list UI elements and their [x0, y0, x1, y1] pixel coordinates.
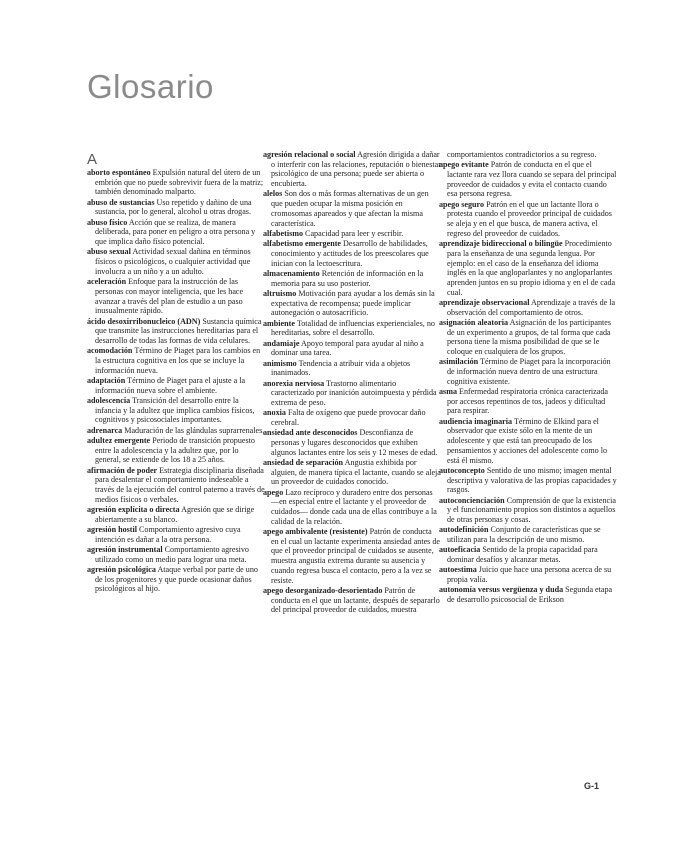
glossary-definition: Uso repetido y dañino de una sustancia, por lo general, alcohol u otras drogas. [95, 197, 252, 217]
glossary-definition: Totalidad de influencias experienciales, no hereditarias, sobre el desarrollo. [271, 318, 435, 338]
glossary-entry [263, 408, 441, 427]
glossary-entry [439, 318, 617, 357]
glossary-term: alelos [263, 189, 283, 199]
glossary-term: agresión explícita o directa [87, 505, 180, 515]
glossary-definition: Falta de oxígeno que puede provocar daño cerebral. [271, 408, 426, 427]
glossary-term: apego desorganizado-desorientado [263, 585, 383, 595]
glossary-definition: Asignación de los participantes de un experimento a grupos, de tal forma que cada persona tiene la misma posibilidad de que se le coloque en cualquiera de los grupos. [447, 317, 611, 357]
glossary-term: apego ambivalente (resistente) [263, 527, 368, 537]
glossary-definition: Patrón en el que un lactante llora o protesta cuando el proveedor principal de cuidados se aleja y en el que busca, de manera activa, el regreso del proveedor de cuidados. [447, 199, 612, 238]
glossary-entry [87, 247, 265, 276]
glossary-term: ansiedad ante desconocidos [263, 428, 358, 438]
glossary-term: autoeficacia [439, 545, 481, 555]
glossary-entry [87, 376, 265, 395]
glossary-entry [439, 239, 617, 297]
glossary-entry [87, 218, 265, 247]
glossary-term: aborto espontáneo [87, 168, 151, 177]
glossary-term: autoestima [439, 565, 477, 575]
page-number: G-1 [584, 781, 600, 791]
section-letter: A [87, 151, 98, 168]
glossary-entry [87, 505, 265, 524]
glossary-definition: Agresión dirigida a dañar o interferir con las relaciones, reputación o bienestar psicológico de una persona; puede ser abierta o encubierta. [271, 150, 441, 189]
glossary-term: anorexia nerviosa [263, 378, 325, 388]
glossary-definition: Angustia exhibida por alguien, de manera típica el lactante, cuando se aleja un proveedor de cuidados conocido. [271, 457, 441, 487]
glossary-definition: Tendencia a atribuir vida a objetos inanimados. [271, 358, 411, 378]
glossary-definition: Sentido de la propia capacidad para dominar desafíos y alcanzar metas. [447, 545, 598, 564]
glossary-term: abuso sexual [87, 247, 131, 257]
glossary-definition: Enfermedad respiratoria crónica caracterizada por accesos repentinos de tos, jadeos y dificultad para respirar. [447, 387, 608, 416]
glossary-column-2 [263, 150, 441, 616]
glossary-term: aprendizaje bidireccional o bilingüe [439, 239, 563, 249]
glossary-term: autonomía versus vergüenza y duda [439, 585, 564, 595]
glossary-term: adrenarca [87, 425, 123, 435]
glossary-entry [439, 160, 617, 199]
glossary-term: altruismo [263, 288, 297, 298]
glossary-entry [263, 527, 441, 585]
glossary-term: asignación aleatoria [439, 317, 509, 327]
glossary-entry [439, 417, 617, 466]
glossary-term: apego evitante [439, 160, 489, 170]
glossary-term: agresión relacional o social [263, 150, 356, 159]
glossary-term: asma [439, 387, 457, 397]
glossary-entry [439, 357, 617, 386]
glossary-entry [439, 466, 617, 495]
glossary-term: apego [263, 487, 284, 497]
glossary-definition: Agresión que se dirige abiertamente a su blanco. [95, 505, 255, 524]
glossary-definition: Sustancia química que transmite las instrucciones hereditarias para el desarrollo de todas las formas de vida celulares. [95, 316, 262, 345]
glossary-term: abuso físico [87, 217, 128, 227]
glossary-term: autoconcienciación [439, 495, 505, 505]
glossary-definition: Trastorno alimentario caracterizado por inanición autoimpuesta y pérdida extrema de peso. [271, 378, 437, 407]
glossary-definition: Maduración de las glándulas suprarrenales. [124, 425, 265, 435]
glossary-entry [87, 525, 265, 544]
glossary-column-3 [439, 150, 617, 605]
glossary-term: ambiente [263, 318, 295, 328]
glossary-entry [263, 189, 441, 228]
glossary-term: aceleración [87, 277, 127, 287]
glossary-definition: Conjunto de características que se utilizan para la descripción de uno mismo. [447, 525, 601, 544]
glossary-entry [439, 565, 617, 584]
glossary-entry [439, 525, 617, 544]
glossary-term: alfabetismo [263, 228, 304, 238]
glossary-term: audiencia imaginaria [439, 416, 513, 426]
glossary-term: asimilación [439, 357, 479, 367]
glossary-definition: Juicio que hace una persona acerca de su propia valía. [447, 565, 612, 584]
glossary-entry [263, 359, 441, 378]
glossary-column-1 [87, 152, 265, 595]
glossary-entry [87, 466, 265, 505]
glossary-term: andamiaje [263, 338, 300, 348]
glossary-definition: Patrón de conducta en el que un lactante, después de separarlo del principal proveedor de cuidados, muestra [271, 585, 440, 615]
glossary-entry [263, 289, 441, 318]
glossary-definition: Procedimiento para la enseñanza de una segunda lengua. Por ejemplo: en el caso de la enseñanza del idioma inglés en la que angloparlantes y no angloparlantes aprenden juntos en su propio idioma y en el de cada cual. [447, 239, 616, 297]
glossary-term: agresión hostil [87, 525, 137, 535]
glossary-entry [87, 545, 265, 564]
glossary-definition: Término de Piaget para los cambios en la estructura cognitiva en los que se incluye la información nueva. [95, 346, 261, 375]
glossary-term: anoxia [263, 408, 286, 418]
glossary-term: acomodación [87, 346, 133, 356]
glossary-definition: Patrón de conducta en el que el lactante rara vez llora cuando se separa del principal proveedor de cuidados y evita el contacto cuando esa persona regresa. [447, 160, 617, 199]
glossary-definition: Sentido de uno mismo; imagen mental descriptiva y valorativa de las propias capacidades y rasgos. [447, 465, 617, 495]
glossary-term: abuso de sustancias [87, 197, 155, 207]
glossary-definition: Aprendizaje a través de la observación del comportamiento de otros. [447, 297, 616, 317]
glossary-entry [439, 298, 617, 317]
glossary-definition: Desarrollo de habilidades, conocimiento y actitudes de los preescolares que inician con la lectoescritura. [271, 239, 429, 268]
glossary-definition: Transición del desarrollo entre la infancia y la adultez que implica cambios físicos, cognitivos y psicosociales importantes. [95, 395, 255, 425]
glossary-definition: Ataque verbal por parte de uno de los progenitores y que puede ocasionar daños psicológicos al hijo. [95, 565, 258, 594]
glossary-term: agresión psicológica [87, 565, 156, 575]
glossary-definition: Enfoque para la instrucción de las personas con mayor inteligencia, que les hace avanzar a través del plan de estudio a un paso inusualmente rápido. [95, 277, 244, 316]
glossary-entry [439, 545, 617, 564]
glossary-definition: Término de Elkind para el observador que existe sólo en la mente de un adolescente y que está tan preocupado de los pensamientos y acciones del adolescente como lo está él mismo. [447, 416, 608, 465]
glossary-entry [87, 426, 265, 436]
page-title: Glosario [87, 68, 214, 105]
glossary-term: aprendizaje observacional [439, 297, 530, 307]
glossary-term: autodefinición [439, 525, 489, 535]
glossary-entry [263, 428, 441, 457]
glossary-entry [439, 387, 617, 416]
glossary-definition: Apoyo temporal para ayudar al niño a dominar una tarea. [271, 338, 424, 358]
glossary-entry [87, 436, 265, 465]
glossary-definition: Término de Piaget para el ajuste a la información nueva sobre el ambiente. [95, 375, 246, 395]
glossary-entry [439, 200, 617, 239]
glossary-entry [263, 488, 441, 527]
glossary-term: apego seguro [439, 199, 485, 209]
glossary-term: alfabetismo emergente [263, 239, 341, 249]
glossary-term: afirmación de poder [87, 465, 158, 475]
glossary-entry [87, 565, 265, 594]
glossary-entry [87, 346, 265, 375]
glossary-entry [439, 496, 617, 525]
glossary-term: agresión instrumental [87, 545, 163, 555]
glossary-entry [263, 239, 441, 268]
glossary-entry [87, 396, 265, 425]
glossary-entry [263, 458, 441, 487]
glossary-definition: Comprensión de que la existencia y el funcionamiento propios son distintos a aquellos de otras personas y cosas. [447, 495, 616, 524]
glossary-entry [263, 339, 441, 358]
glossary-entry [263, 150, 441, 189]
glossary-definition: Acción que se realiza, de manera deliberada, para poner en peligro a otra persona y que implica daño físico potencial. [95, 217, 256, 247]
glossary-term: adaptación [87, 375, 126, 385]
glossary-entry [263, 586, 441, 615]
glossary-definition: Capacidad para leer y escribir. [305, 228, 404, 238]
glossary-definition: Comportamiento agresivo utilizado como un medio para lograr una meta. [95, 545, 249, 564]
glossary-definition: Segunda etapa de desarrollo psicosocial de Erikson [447, 585, 613, 604]
glossary-entry [87, 168, 265, 197]
glossary-definition: Actividad sexual dañina en términos físicos o psicológicos, o cualquier actividad que involucra a un niño y a un adulto. [95, 247, 251, 276]
glossary-entry [263, 379, 441, 408]
glossary-definition: Estrategia disciplinaria diseñada para desalentar el comportamiento indeseable a través de la ejecución del control paterno a través de medios físicos o verbales. [95, 465, 265, 504]
glossary-definition: Patrón de conducta en el cual un lactante experimenta ansiedad antes de que el proveedor principal de cuidados se ausente, muestra angustia extrema durante su ausencia y cuando regresa busca el contacto, pero a la vez se resiste. [271, 527, 440, 585]
glossary-definition: Retención de información en la memoria para su uso posterior. [271, 268, 424, 288]
glossary-entry [87, 317, 265, 346]
glossary-entry [263, 229, 441, 239]
glossary-entry [87, 277, 265, 316]
glossary-entry [263, 319, 441, 338]
glossary-definition: Término de Piaget para la incorporación de información nueva dentro de una estructura cognitiva existente. [447, 357, 611, 386]
glossary-definition: Son dos o más formas alternativas de un gen que pueden ocupar la misma posición en cromosomas apareados y que afectan la misma característica. [271, 189, 429, 228]
glossary-definition: Periodo de transición propuesto entre la adolescencia y la adultez que, por lo general, se extiende de los 18 a 25 años. [95, 435, 255, 465]
glossary-definition: Desconfianza de personas y lugares desconocidos que exhiben algunos lactantes entre los seis y 12 meses de edad. [271, 428, 438, 457]
glossary-definition: comportamientos contradictorios a su regreso. [447, 150, 597, 159]
glossary-definition: Comportamiento agresivo cuya intención es dañar a la otra persona. [95, 525, 241, 544]
glossary-term: almacenamiento [263, 268, 320, 278]
glossary-term: ansiedad de separación [263, 457, 344, 467]
glossary-term: animismo [263, 358, 297, 368]
glossary-entry [439, 150, 617, 160]
glossary-term: autoconcepto [439, 465, 485, 475]
glossary-term: ácido desoxirribonucleico (ADN) [87, 316, 201, 326]
glossary-term: adultez emergente [87, 435, 151, 445]
glossary-entry [439, 585, 617, 604]
glossary-definition: Expulsión natural del útero de un embrión que no puede sobrevivir fuera de la matriz; también denominado malparto. [95, 168, 264, 197]
glossary-definition: Lazo recíproco y duradero entre dos personas —en especial entre el lactante y el proveedor de cuidados— donde cada una de ellas contribuye a la calidad de la relación. [271, 487, 437, 526]
glossary-entry [87, 198, 265, 217]
glossary-entry [263, 269, 441, 288]
glossary-definition: Motivación para ayudar a los demás sin la expectativa de recompensa; puede implicar autonegación o autosacrificio. [271, 288, 435, 318]
glossary-term: adolescencia [87, 395, 131, 405]
